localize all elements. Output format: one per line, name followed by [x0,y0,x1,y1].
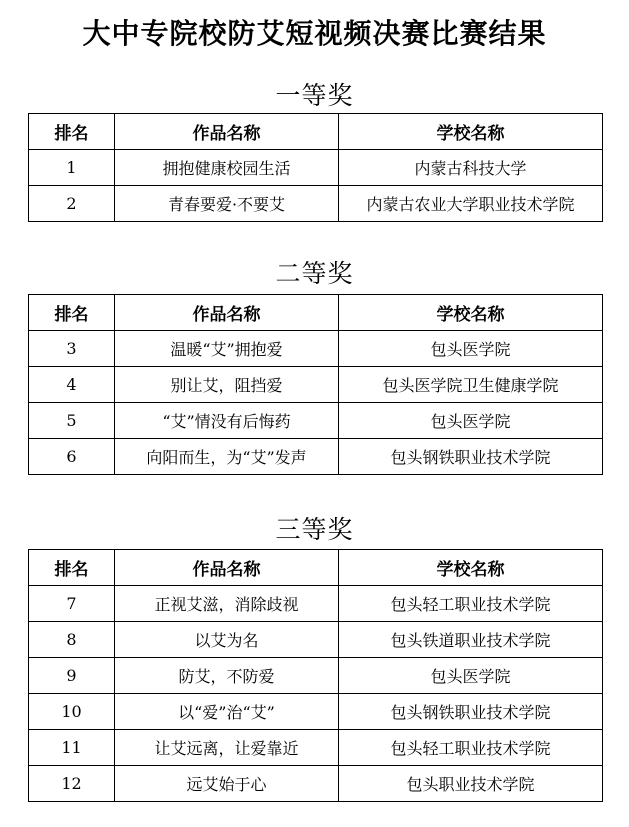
school-cell: 包头医学院 [339,331,603,367]
work-cell: 以“爱”治“艾” [115,694,339,730]
work-cell: 温暖“艾”拥抱爱 [115,331,339,367]
table-row [29,766,603,802]
table-header-row [29,295,603,331]
table-row [29,331,603,367]
rank-cell: 8 [29,622,115,658]
table-row [29,186,603,222]
table-row [29,730,603,766]
work-cell: 正视艾滋，消除歧视 [115,586,339,622]
column-header-work: 作品名称 [115,114,339,150]
school-cell: 包头医学院卫生健康学院 [339,367,603,403]
school-cell: 内蒙古农业大学职业技术学院 [339,186,603,222]
section-heading-first-prize: 一等奖 [275,81,354,110]
rank-cell: 5 [29,403,115,439]
school-cell: 包头铁道职业技术学院 [339,622,603,658]
rank-cell: 10 [29,694,115,730]
column-header-work: 作品名称 [115,550,339,586]
work-cell: 拥抱健康校园生活 [115,150,339,186]
table-row [29,150,603,186]
column-header-work: 作品名称 [115,295,339,331]
school-cell: 包头钢铁职业技术学院 [339,439,603,475]
school-cell: 包头轻工职业技术学院 [339,586,603,622]
table-row [29,586,603,622]
work-cell: “艾”情没有后悔药 [115,403,339,439]
work-cell: 青春要爱·不要艾 [115,186,339,222]
rank-cell: 1 [29,150,115,186]
school-cell: 内蒙古科技大学 [339,150,603,186]
section-heading-second-prize: 二等奖 [275,259,354,288]
work-cell: 以艾为名 [115,622,339,658]
rank-cell: 12 [29,766,115,802]
school-cell: 包头职业技术学院 [339,766,603,802]
rank-cell: 9 [29,658,115,694]
column-header-school: 学校名称 [339,114,603,150]
column-header-rank: 排名 [29,295,115,331]
rank-cell: 11 [29,730,115,766]
work-cell: 让艾远离，让爱靠近 [115,730,339,766]
column-header-school: 学校名称 [339,550,603,586]
table-row [29,367,603,403]
rank-cell: 2 [29,186,115,222]
table-row [29,694,603,730]
work-cell: 远艾始于心 [115,766,339,802]
school-cell: 包头医学院 [339,658,603,694]
school-cell: 包头钢铁职业技术学院 [339,694,603,730]
work-cell: 防艾，不防爱 [115,658,339,694]
column-header-rank: 排名 [29,550,115,586]
table-row [29,622,603,658]
school-cell: 包头医学院 [339,403,603,439]
rank-cell: 3 [29,331,115,367]
rank-cell: 7 [29,586,115,622]
rank-cell: 4 [29,367,115,403]
section-heading-third-prize: 三等奖 [275,515,354,544]
school-cell: 包头轻工职业技术学院 [339,730,603,766]
page-title: 大中专院校防艾短视频决赛比赛结果 [82,17,547,50]
second-prize-table [28,294,603,475]
first-prize-table [28,113,603,222]
work-cell: 向阳而生，为“艾”发声 [115,439,339,475]
work-cell: 别让艾，阻挡爱 [115,367,339,403]
table-row [29,439,603,475]
table-header-row [29,550,603,586]
column-header-rank: 排名 [29,114,115,150]
third-prize-table [28,549,603,802]
rank-cell: 6 [29,439,115,475]
table-row [29,403,603,439]
column-header-school: 学校名称 [339,295,603,331]
table-row [29,658,603,694]
table-header-row [29,114,603,150]
